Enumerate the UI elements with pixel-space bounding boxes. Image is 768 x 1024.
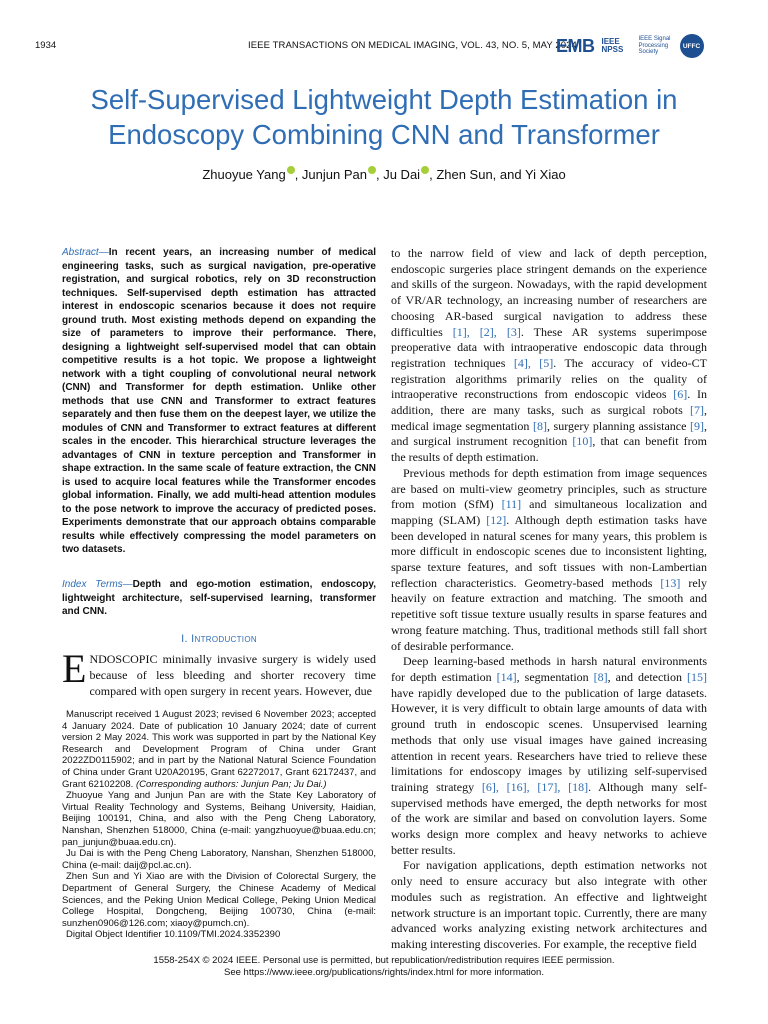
copyright-notice: 1558-254X © 2024 IEEE. Personal use is permitted, but republication/redistribution requires IEEE permission. See https://www.ieee.org/publications/rights/index.html for more information.: [20, 955, 748, 979]
uffc-logo: UFFC: [680, 34, 704, 58]
author-name: Zhen Sun, and Yi Xiao: [436, 167, 566, 182]
footnote: Ju Dai is with the Peng Cheng Laboratory, Nanshan, Shenzhen 518000, China (e-mail: daij@pcl.ac.cn).: [62, 848, 376, 871]
index-terms-text: Depth and ego-motion estimation, endoscopy, lightweight architecture, self-supervised learning, transformer and CNN.: [62, 579, 376, 617]
author-list: Zhuoyue Yang , Junjun Pan , Ju Dai , Zhen Sun, and Yi Xiao: [202, 167, 566, 182]
citation-link[interactable]: [6]: [673, 387, 688, 402]
npss-logo: IEEE NPSS: [601, 37, 624, 54]
citation-link[interactable]: [8]: [593, 669, 608, 684]
abstract-label: Abstract: [62, 247, 99, 258]
right-column-body: [391, 246, 707, 953]
citation-link[interactable]: [6], [16], [17], [18]: [481, 779, 589, 794]
author-name: Junjun Pan: [301, 167, 367, 182]
footnote: Zhen Sun and Yi Xiao are with the Division of Colorectal Surgery, the Department of General Surgery, the Chinese Academy of Medical Sciences, and the Peking Union Medical College, Peking Union Medical College Hospital, Dongcheng, Beijing 100730, China (e-mail: sunzhen0906@126.com; xiaoy@pumch.cn).: [62, 871, 376, 929]
footnote: Manuscript received 1 August 2023; revised 6 November 2023; accepted 4 January 2024. Date of publication 10 January 2024; date of current version 2 May 2024. This work was supported in part by the National Key Research and Development Program of China under Grant 2022ZD0115902; and in part by the National Natural Science Foundation of China under Grant U20A20195, Grant 62272017, Grant 62172437, and Grant 62102208. (Corresponding authors: Junjun Pan; Ju Dai.): [62, 709, 376, 790]
page-number: 1934: [35, 40, 57, 51]
citation-link[interactable]: [1], [2], [3]: [452, 324, 521, 339]
author-name: Zhuoyue Yang: [202, 167, 286, 182]
citation-link[interactable]: [12]: [486, 512, 507, 527]
body-paragraph: Previous methods for depth estimation from image sequences are based on multi-view geometry principles, such as structure from motion (SfM) [11] and simultaneous localization and mapping (SLAM) [12]. Although depth estimation tasks have been developed in natural scenes for many years, this problem is more difficult in endoscopic scenes due to inconsistent lighting, sparse texture features, and soft tissues with non-Lambertian reflection characteristics. Geometry-based methods [13] rely heavily on feature extraction and matching. The smooth and repetitive soft tissue texture usually results in sparse features and wrong feature matching. Thus, traditional methods still fall short of desirable performance.: [391, 465, 708, 653]
citation-link[interactable]: [14]: [496, 669, 517, 684]
paper-title: Self-Supervised Lightweight Depth Estimation in Endoscopy Combining CNN and Transformer: [90, 84, 678, 150]
citation-link[interactable]: [13]: [660, 575, 681, 590]
index-terms-label: Index Terms: [62, 579, 123, 590]
body-paragraph: Deep learning-based methods in harsh natural environments for depth estimation [14], segmentation [8], and detection [15] have rapidly developed due to the publication of large datasets. However, it is very difficult to obtain large amounts of data with ground truth in endoscopic scenes. Unsupervised learning methods that only use visual images have gained increasing attention in recent years. Researchers have tried to relieve these limitations for endoscopy images by utilizing self-supervised training strategy [6], [16], [17], [18]. Although many self-supervised methods have emerged, the depth networks for most of the work are similar and based on convolution layers. Some works design more complex and heavy networks to achieve better results.: [391, 654, 708, 857]
body-paragraph: to the narrow field of view and lack of depth perception, endoscopic surgeries place stringent demands on the experience and skills of the surgeon. Nowadays, with the rapid development of VR/AR technology, an increasing number of researchers are choosing AR-based surgical navigation to address these difficulties [1], [2], [3]. These AR systems superimpose preoperative data with intraoperative endoscopic data through registration techniques [4], [5]. The accuracy of video-CT registration algorithms primarily relies on the quality of intraoperative reconstructions from endoscopic videos [6]. In addition, there are many tasks, such as surgical robots [7], medical image segmentation [8], surgery planning assistance [9], and surgical instrument recognition [10], that can benefit from the results of depth estimation.: [391, 246, 708, 465]
footnote: Zhuoyue Yang and Junjun Pan are with the State Key Laboratory of Virtual Reality Technology and Systems, Beihang University, Haidian, Beijing 100191, China, and also with the Peng Cheng Laboratory, Nanshan, Shenzhen 518000, China (e-mail: yangzhuoyue@buaa.edu.cn; pan_junjun@buaa.edu.cn).: [62, 790, 376, 848]
footnote-doi: Digital Object Identifier 10.1109/TMI.2024.3352390: [66, 929, 281, 941]
orcid-icon[interactable]: [421, 166, 429, 174]
orcid-icon[interactable]: [368, 166, 376, 174]
body-paragraph: For navigation applications, depth estimation networks not only need to ensure accuracy but also integrate with other modules such as registration. An effective and lightweight network structure is an important topic. Currently, there are many advanced works analyzing existing network architectures and making interesting discoveries. For example, the receptive field: [391, 858, 707, 951]
rights-link[interactable]: See https://www.ieee.org/publications/rights/index.html for more information.: [224, 967, 544, 978]
footnotes: [62, 709, 376, 941]
citation-link[interactable]: [9]: [690, 418, 704, 433]
sps-logo: IEEE Signal Processing Society: [638, 36, 671, 56]
abstract: Abstract—In recent years, an increasing number of medical engineering tasks, such as surgical navigation, pre-operative registration, and surgical robotics, rely on 3D reconstruction techniques. Self-supervised depth estimation has attracted interest in endoscopic scenarios because it does not require ground truth. Most existing methods depend on expanding the size of parameters to improve their performance. There, designing a lightweight self-supervised model that can obtain competitive results is a hot topic. We propose a lightweight network with a tight coupling of convolutional neural network (CNN) and Transformer for depth estimation. Unlike other methods that use CNN and Transformer to extract features separately and then fuse them on the deepest layer, we utilize the modules of CNN and Transformer to extract features at different scales in the encoder. This hierarchical structure leverages the advantages of CNN in texture perception and Transformer in shape extraction. In the same scale of feature extraction, the CNN is used to acquire local features while the Transformer encodes global information. Finally, we add multi-head attention modules to the pose network to improve the accuracy of predicted poses. Experiments demonstrate that our approach obtains comparable results while effectively compressing the model parameters on two datasets.: [62, 247, 376, 555]
drop-cap: E: [62, 646, 87, 691]
society-logos: [556, 34, 704, 58]
section-title: Introduction: [191, 633, 257, 645]
citation-link[interactable]: [8]: [532, 418, 547, 433]
author-name: Ju Dai: [383, 167, 421, 182]
citation-link[interactable]: [4], [5]: [513, 355, 554, 370]
citation-link[interactable]: [11]: [501, 497, 522, 512]
citation-link[interactable]: [10]: [572, 434, 593, 449]
journal-header: IEEE TRANSACTIONS ON MEDICAL IMAGING, VOL. 43, NO. 5, MAY 2024: [248, 40, 577, 51]
citation-link[interactable]: [7]: [690, 403, 704, 418]
emb-logo: EMB: [556, 35, 595, 56]
citation-link[interactable]: [15]: [687, 669, 707, 684]
index-terms: Index Terms—Depth and ego-motion estimation, endoscopy, lightweight architecture, self-supervised learning, transformer and CNN.: [62, 579, 376, 617]
section-heading: I. Introduction: [181, 633, 257, 645]
abstract-text: In recent years, an increasing number of medical engineering tasks, such as surgical navigation, pre-operative registration, and surgical robotics, rely on 3D reconstruction techniques. Self-supervised depth estimation has attracted interest in endoscopic scenarios because it does not require ground truth. Most existing methods depend on expanding the size of parameters to improve their performance. There, designing a lightweight self-supervised model that can obtain competitive results is a hot topic. We propose a lightweight network with a tight coupling of convolutional neural network (CNN) and Transformer for depth estimation. Unlike other methods that use CNN and Transformer to extract features separately and then fuse them on the deepest layer, we utilize the modules of CNN and Transformer to extract features at different scales in the encoder. This hierarchical structure leverages the advantages of CNN in texture perception and Transformer in shape extraction. In the same scale of feature extraction, the CNN is used to acquire local features while the Transformer encodes global information. Finally, we add multi-head attention modules to the pose network to improve the accuracy of predicted poses. Experiments demonstrate that our approach obtains comparable results while effectively compressing the model parameters on two datasets.: [62, 247, 376, 555]
intro-paragraph: ENDOSCOPIC minimally invasive surgery is widely used because of less bleeding and shorter recovery time compared with open surgery in recent years. However, due: [62, 646, 376, 698]
orcid-icon[interactable]: [287, 166, 295, 174]
